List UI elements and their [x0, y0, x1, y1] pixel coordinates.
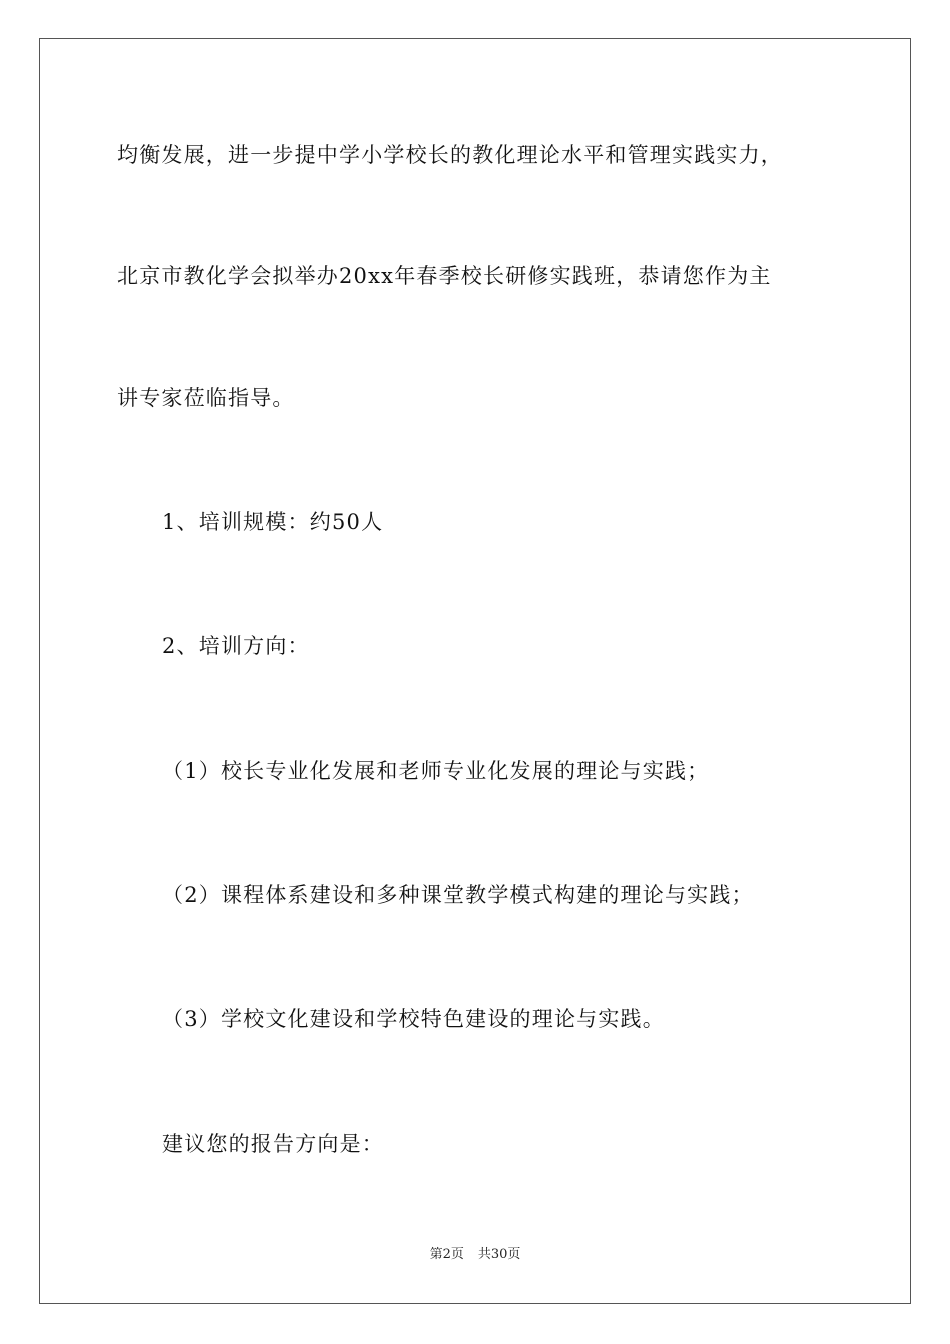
- item-scale: 1、培训规模：约50人: [162, 510, 384, 534]
- item-direction: 2、培训方向：: [162, 634, 310, 658]
- page-number: 第2页: [429, 1247, 464, 1262]
- page-footer: [0, 1246, 950, 1264]
- paragraph-line-1: 均衡发展，进一步提中学小学校长的教化理论水平和管理实践实力，: [117, 143, 783, 167]
- direction-point-1: （1）校长专业化发展和老师专业化发展的理论与实践；: [162, 759, 710, 783]
- suggestion-line: 建议您的报告方向是：: [162, 1132, 384, 1156]
- paragraph-line-3: 讲专家莅临指导。: [117, 386, 295, 410]
- direction-point-3: （3）学校文化建设和学校特色建设的理论与实践。: [162, 1007, 665, 1031]
- page-total: 共30页: [477, 1247, 521, 1262]
- direction-point-2: （2）课程体系建设和多种课堂教学模式构建的理论与实践；: [162, 883, 754, 907]
- page-frame: [39, 38, 911, 1304]
- paragraph-line-2: 北京市教化学会拟举办20xx年春季校长研修实践班，恭请您作为主: [117, 264, 772, 288]
